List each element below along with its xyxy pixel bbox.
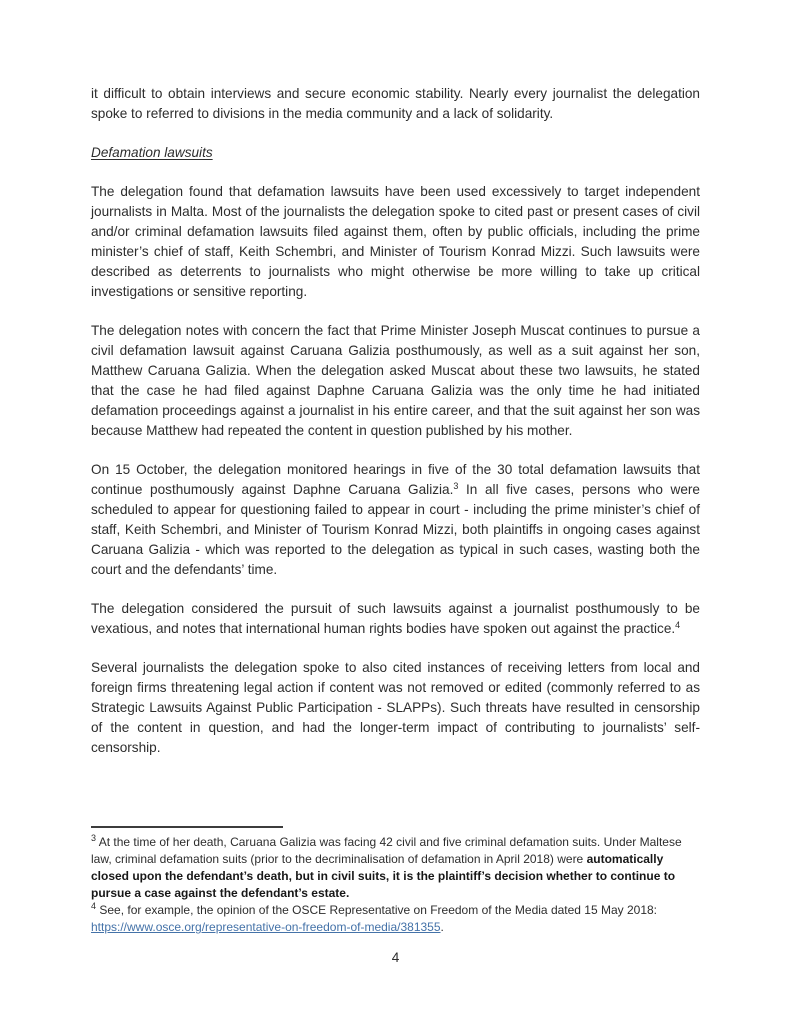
intro-paragraph: it difficult to obtain interviews and secure economic stability. Nearly every journalist the delegation spoke to referred to divisions in the media community and a lack of solidarity.: [91, 86, 700, 121]
footnote-reference-4: 4: [675, 620, 681, 630]
footnote-4-suffix: .: [440, 920, 444, 934]
paragraph-slapp: Several journalists the delegation spoke to also cited instances of receiving letters from local and foreign firms threatening legal action if content was not removed or edited (commonly referred to as Strategic Lawsuits Against Public Participation - SLAPPs). Such threats have resulted in censorship of the content in question, and had the longer-term impact of contributing to journalists’ self-censorship.: [91, 660, 700, 755]
footnote-3-text: At the time of her death, Caruana Galizia was facing 42 civil and five criminal defamation suits. Under Maltese law, criminal defamation suits (prior to the decriminalisation of defamation in April 2018) were: [91, 835, 682, 866]
footnote-3: [91, 834, 700, 902]
paragraph-muscat-suits: The delegation notes with concern the fact that Prime Minister Joseph Muscat continues to pursue a civil defamation lawsuit against Caruana Galizia posthumously, as well as a suit against her son, Matthew Caruana Galizia. When the delegation asked Muscat about these two lawsuits, he stated that the case he had filed against Daphne Caruana Galizia was the only time he had initiated defamation proceedings against a journalist in his entire career, and that the suit against her son was because Matthew had repeated the content in question published by his mother.: [91, 323, 700, 438]
osce-footnote-link[interactable]: https://www.osce.org/representative-on-freedom-of-media/381355: [91, 920, 441, 934]
page-number: 4: [391, 950, 400, 965]
paragraph-lawsuits-overview: The delegation found that defamation lawsuits have been used excessively to target independent journalists in Malta. Most of the journalists the delegation spoke to cited past or present cases of civil and/or criminal defamation lawsuits filed against them, often by public officials, including the prime minister’s chief of staff, Keith Schembri, and Minister of Tourism Konrad Mizzi. Such lawsuits were described as deterrents to journalists who might otherwise be more willing to take up critical investigations or sensitive reporting.: [91, 184, 700, 299]
footnote-4-text: See, for example, the opinion of the OSCE Representative on Freedom of the Media dated 15 May 2018:: [96, 903, 658, 917]
footnote-reference-3: 3: [453, 481, 459, 491]
paragraph-hearings-text-continued: In all five cases, persons who were scheduled to appear for questioning failed to appear in court - including the prime minister’s chief of staff, Keith Schembri, and Minister of Tourism Konrad Mizzi, both plaintiffs in ongoing cases against Caruana Galizia - which was reported to the delegation as typical in such cases, wasting both the court and the defendants’ time.: [91, 482, 700, 577]
footnote-4-number: 4: [91, 901, 97, 911]
footnotes-section: [91, 826, 700, 936]
paragraph-hearings-text: On 15 October, the delegation monitored hearings in five of the 30 total defamation lawsuits that continue posthumously against Daphne Caruana Galizia.: [91, 462, 700, 497]
footnote-3-number: 3: [91, 833, 97, 843]
footnote-3-text-emphasis: automatically closed upon the defendant’s death, but in civil suits, it is the plaintiff’s decision whether to continue to pursue a case against the defendant’s estate.: [91, 852, 676, 900]
footnote-separator-rule: [91, 826, 283, 828]
paragraph-vexatious-text: The delegation considered the pursuit of such lawsuits against a journalist posthumously to be vexatious, and notes that international human rights bodies have spoken out against the practice.: [91, 601, 700, 636]
paragraph-vexatious: [91, 599, 700, 639]
section-heading-defamation-lawsuits: Defamation lawsuits: [91, 145, 213, 160]
paragraph-hearings: [91, 460, 700, 580]
footnote-4: [91, 902, 700, 936]
page-body: [91, 84, 700, 777]
